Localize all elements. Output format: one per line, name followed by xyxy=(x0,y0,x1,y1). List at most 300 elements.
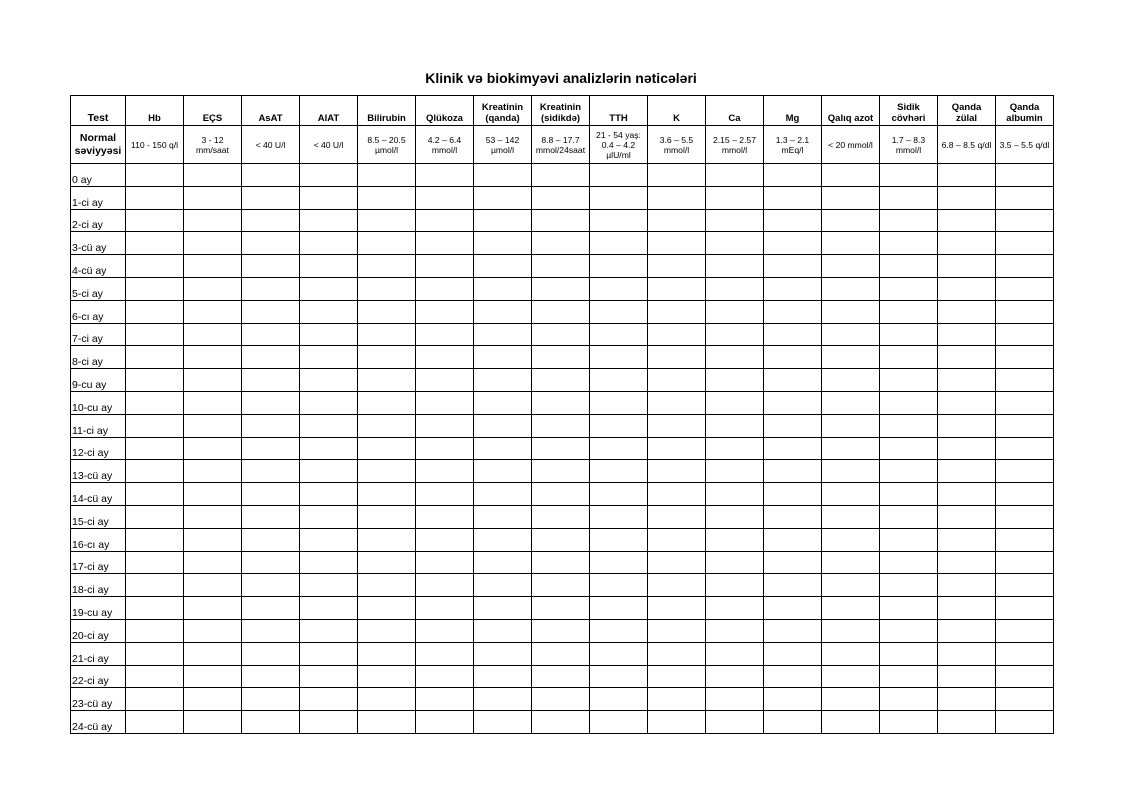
result-cell[interactable] xyxy=(938,414,996,437)
result-cell[interactable] xyxy=(242,711,300,734)
result-cell[interactable] xyxy=(184,574,242,597)
result-cell[interactable] xyxy=(938,665,996,688)
result-cell[interactable] xyxy=(358,414,416,437)
result-cell[interactable] xyxy=(938,300,996,323)
result-cell[interactable] xyxy=(358,597,416,620)
result-cell[interactable] xyxy=(532,164,590,187)
result-cell[interactable] xyxy=(996,164,1054,187)
result-cell[interactable] xyxy=(416,711,474,734)
result-cell[interactable] xyxy=(880,437,938,460)
result-cell[interactable] xyxy=(938,597,996,620)
result-cell[interactable] xyxy=(300,619,358,642)
result-cell[interactable] xyxy=(764,277,822,300)
result-cell[interactable] xyxy=(648,164,706,187)
result-cell[interactable] xyxy=(126,323,184,346)
result-cell[interactable] xyxy=(822,391,880,414)
result-cell[interactable] xyxy=(532,300,590,323)
result-cell[interactable] xyxy=(242,597,300,620)
result-cell[interactable] xyxy=(184,505,242,528)
result-cell[interactable] xyxy=(300,597,358,620)
result-cell[interactable] xyxy=(590,323,648,346)
result-cell[interactable] xyxy=(880,346,938,369)
result-cell[interactable] xyxy=(996,232,1054,255)
result-cell[interactable] xyxy=(126,483,184,506)
result-cell[interactable] xyxy=(358,528,416,551)
result-cell[interactable] xyxy=(996,186,1054,209)
result-cell[interactable] xyxy=(764,574,822,597)
result-cell[interactable] xyxy=(648,483,706,506)
result-cell[interactable] xyxy=(242,437,300,460)
result-cell[interactable] xyxy=(300,300,358,323)
result-cell[interactable] xyxy=(590,414,648,437)
result-cell[interactable] xyxy=(590,346,648,369)
result-cell[interactable] xyxy=(590,460,648,483)
result-cell[interactable] xyxy=(938,164,996,187)
result-cell[interactable] xyxy=(996,528,1054,551)
result-cell[interactable] xyxy=(358,619,416,642)
result-cell[interactable] xyxy=(474,300,532,323)
result-cell[interactable] xyxy=(126,369,184,392)
result-cell[interactable] xyxy=(474,619,532,642)
result-cell[interactable] xyxy=(764,619,822,642)
result-cell[interactable] xyxy=(532,688,590,711)
result-cell[interactable] xyxy=(532,574,590,597)
result-cell[interactable] xyxy=(358,505,416,528)
result-cell[interactable] xyxy=(474,597,532,620)
result-cell[interactable] xyxy=(996,369,1054,392)
result-cell[interactable] xyxy=(764,300,822,323)
result-cell[interactable] xyxy=(764,346,822,369)
result-cell[interactable] xyxy=(590,232,648,255)
result-cell[interactable] xyxy=(764,528,822,551)
result-cell[interactable] xyxy=(590,483,648,506)
result-cell[interactable] xyxy=(126,665,184,688)
result-cell[interactable] xyxy=(300,711,358,734)
result-cell[interactable] xyxy=(358,186,416,209)
result-cell[interactable] xyxy=(300,437,358,460)
result-cell[interactable] xyxy=(822,665,880,688)
result-cell[interactable] xyxy=(822,346,880,369)
result-cell[interactable] xyxy=(996,346,1054,369)
result-cell[interactable] xyxy=(938,711,996,734)
result-cell[interactable] xyxy=(996,483,1054,506)
result-cell[interactable] xyxy=(938,619,996,642)
result-cell[interactable] xyxy=(358,574,416,597)
result-cell[interactable] xyxy=(822,483,880,506)
result-cell[interactable] xyxy=(590,642,648,665)
result-cell[interactable] xyxy=(242,551,300,574)
result-cell[interactable] xyxy=(706,186,764,209)
result-cell[interactable] xyxy=(590,277,648,300)
result-cell[interactable] xyxy=(648,369,706,392)
result-cell[interactable] xyxy=(474,551,532,574)
result-cell[interactable] xyxy=(474,277,532,300)
result-cell[interactable] xyxy=(184,209,242,232)
result-cell[interactable] xyxy=(300,186,358,209)
result-cell[interactable] xyxy=(938,688,996,711)
result-cell[interactable] xyxy=(764,391,822,414)
result-cell[interactable] xyxy=(648,574,706,597)
result-cell[interactable] xyxy=(416,414,474,437)
result-cell[interactable] xyxy=(300,414,358,437)
result-cell[interactable] xyxy=(532,528,590,551)
result-cell[interactable] xyxy=(706,323,764,346)
result-cell[interactable] xyxy=(416,323,474,346)
result-cell[interactable] xyxy=(358,232,416,255)
result-cell[interactable] xyxy=(590,369,648,392)
result-cell[interactable] xyxy=(648,255,706,278)
result-cell[interactable] xyxy=(416,232,474,255)
result-cell[interactable] xyxy=(590,551,648,574)
result-cell[interactable] xyxy=(532,232,590,255)
result-cell[interactable] xyxy=(242,164,300,187)
result-cell[interactable] xyxy=(242,277,300,300)
result-cell[interactable] xyxy=(416,277,474,300)
result-cell[interactable] xyxy=(300,551,358,574)
result-cell[interactable] xyxy=(126,574,184,597)
result-cell[interactable] xyxy=(706,711,764,734)
result-cell[interactable] xyxy=(242,574,300,597)
result-cell[interactable] xyxy=(416,346,474,369)
result-cell[interactable] xyxy=(184,528,242,551)
result-cell[interactable] xyxy=(706,460,764,483)
result-cell[interactable] xyxy=(880,414,938,437)
result-cell[interactable] xyxy=(474,232,532,255)
result-cell[interactable] xyxy=(706,300,764,323)
result-cell[interactable] xyxy=(764,665,822,688)
result-cell[interactable] xyxy=(648,711,706,734)
result-cell[interactable] xyxy=(474,414,532,437)
result-cell[interactable] xyxy=(590,619,648,642)
result-cell[interactable] xyxy=(416,209,474,232)
result-cell[interactable] xyxy=(648,528,706,551)
result-cell[interactable] xyxy=(880,460,938,483)
result-cell[interactable] xyxy=(126,597,184,620)
result-cell[interactable] xyxy=(532,437,590,460)
result-cell[interactable] xyxy=(474,688,532,711)
result-cell[interactable] xyxy=(764,186,822,209)
result-cell[interactable] xyxy=(880,711,938,734)
result-cell[interactable] xyxy=(822,277,880,300)
result-cell[interactable] xyxy=(126,711,184,734)
result-cell[interactable] xyxy=(300,164,358,187)
result-cell[interactable] xyxy=(126,300,184,323)
result-cell[interactable] xyxy=(822,437,880,460)
result-cell[interactable] xyxy=(532,323,590,346)
result-cell[interactable] xyxy=(184,711,242,734)
result-cell[interactable] xyxy=(822,209,880,232)
result-cell[interactable] xyxy=(242,391,300,414)
result-cell[interactable] xyxy=(880,255,938,278)
result-cell[interactable] xyxy=(938,551,996,574)
result-cell[interactable] xyxy=(996,209,1054,232)
result-cell[interactable] xyxy=(184,642,242,665)
result-cell[interactable] xyxy=(938,186,996,209)
result-cell[interactable] xyxy=(706,619,764,642)
result-cell[interactable] xyxy=(358,711,416,734)
result-cell[interactable] xyxy=(764,164,822,187)
result-cell[interactable] xyxy=(996,323,1054,346)
result-cell[interactable] xyxy=(822,711,880,734)
result-cell[interactable] xyxy=(706,346,764,369)
result-cell[interactable] xyxy=(996,597,1054,620)
result-cell[interactable] xyxy=(358,665,416,688)
result-cell[interactable] xyxy=(242,619,300,642)
result-cell[interactable] xyxy=(938,460,996,483)
result-cell[interactable] xyxy=(706,642,764,665)
result-cell[interactable] xyxy=(590,391,648,414)
result-cell[interactable] xyxy=(996,391,1054,414)
result-cell[interactable] xyxy=(706,369,764,392)
result-cell[interactable] xyxy=(358,391,416,414)
result-cell[interactable] xyxy=(126,688,184,711)
result-cell[interactable] xyxy=(590,505,648,528)
result-cell[interactable] xyxy=(822,255,880,278)
result-cell[interactable] xyxy=(822,186,880,209)
result-cell[interactable] xyxy=(300,688,358,711)
result-cell[interactable] xyxy=(706,255,764,278)
result-cell[interactable] xyxy=(880,528,938,551)
result-cell[interactable] xyxy=(590,574,648,597)
result-cell[interactable] xyxy=(184,369,242,392)
result-cell[interactable] xyxy=(880,232,938,255)
result-cell[interactable] xyxy=(242,414,300,437)
result-cell[interactable] xyxy=(938,528,996,551)
result-cell[interactable] xyxy=(416,164,474,187)
result-cell[interactable] xyxy=(764,597,822,620)
result-cell[interactable] xyxy=(938,437,996,460)
result-cell[interactable] xyxy=(532,346,590,369)
result-cell[interactable] xyxy=(416,300,474,323)
result-cell[interactable] xyxy=(938,232,996,255)
result-cell[interactable] xyxy=(532,460,590,483)
result-cell[interactable] xyxy=(416,528,474,551)
result-cell[interactable] xyxy=(880,665,938,688)
result-cell[interactable] xyxy=(300,665,358,688)
result-cell[interactable] xyxy=(474,437,532,460)
result-cell[interactable] xyxy=(590,665,648,688)
result-cell[interactable] xyxy=(996,711,1054,734)
result-cell[interactable] xyxy=(300,255,358,278)
result-cell[interactable] xyxy=(300,574,358,597)
result-cell[interactable] xyxy=(184,619,242,642)
result-cell[interactable] xyxy=(300,642,358,665)
result-cell[interactable] xyxy=(358,642,416,665)
result-cell[interactable] xyxy=(300,391,358,414)
result-cell[interactable] xyxy=(938,277,996,300)
result-cell[interactable] xyxy=(474,711,532,734)
result-cell[interactable] xyxy=(242,369,300,392)
result-cell[interactable] xyxy=(532,483,590,506)
result-cell[interactable] xyxy=(242,688,300,711)
result-cell[interactable] xyxy=(880,688,938,711)
result-cell[interactable] xyxy=(242,505,300,528)
result-cell[interactable] xyxy=(764,232,822,255)
result-cell[interactable] xyxy=(242,460,300,483)
result-cell[interactable] xyxy=(358,209,416,232)
result-cell[interactable] xyxy=(126,505,184,528)
result-cell[interactable] xyxy=(532,711,590,734)
result-cell[interactable] xyxy=(532,186,590,209)
result-cell[interactable] xyxy=(416,391,474,414)
result-cell[interactable] xyxy=(184,665,242,688)
result-cell[interactable] xyxy=(706,688,764,711)
result-cell[interactable] xyxy=(532,277,590,300)
result-cell[interactable] xyxy=(706,277,764,300)
result-cell[interactable] xyxy=(300,505,358,528)
result-cell[interactable] xyxy=(242,232,300,255)
result-cell[interactable] xyxy=(706,209,764,232)
result-cell[interactable] xyxy=(416,255,474,278)
result-cell[interactable] xyxy=(996,437,1054,460)
result-cell[interactable] xyxy=(126,209,184,232)
result-cell[interactable] xyxy=(996,300,1054,323)
result-cell[interactable] xyxy=(532,391,590,414)
result-cell[interactable] xyxy=(532,642,590,665)
result-cell[interactable] xyxy=(126,164,184,187)
result-cell[interactable] xyxy=(358,437,416,460)
result-cell[interactable] xyxy=(822,323,880,346)
result-cell[interactable] xyxy=(242,483,300,506)
result-cell[interactable] xyxy=(300,323,358,346)
result-cell[interactable] xyxy=(416,619,474,642)
result-cell[interactable] xyxy=(648,665,706,688)
result-cell[interactable] xyxy=(358,551,416,574)
result-cell[interactable] xyxy=(474,209,532,232)
result-cell[interactable] xyxy=(532,369,590,392)
result-cell[interactable] xyxy=(126,255,184,278)
result-cell[interactable] xyxy=(184,460,242,483)
result-cell[interactable] xyxy=(648,346,706,369)
result-cell[interactable] xyxy=(880,369,938,392)
result-cell[interactable] xyxy=(822,232,880,255)
result-cell[interactable] xyxy=(532,619,590,642)
result-cell[interactable] xyxy=(706,551,764,574)
result-cell[interactable] xyxy=(996,665,1054,688)
result-cell[interactable] xyxy=(938,642,996,665)
result-cell[interactable] xyxy=(996,255,1054,278)
result-cell[interactable] xyxy=(474,346,532,369)
result-cell[interactable] xyxy=(822,300,880,323)
result-cell[interactable] xyxy=(822,619,880,642)
result-cell[interactable] xyxy=(648,642,706,665)
result-cell[interactable] xyxy=(648,551,706,574)
result-cell[interactable] xyxy=(416,186,474,209)
result-cell[interactable] xyxy=(938,574,996,597)
result-cell[interactable] xyxy=(590,186,648,209)
result-cell[interactable] xyxy=(590,209,648,232)
result-cell[interactable] xyxy=(590,255,648,278)
result-cell[interactable] xyxy=(474,665,532,688)
result-cell[interactable] xyxy=(126,391,184,414)
result-cell[interactable] xyxy=(358,346,416,369)
result-cell[interactable] xyxy=(416,574,474,597)
result-cell[interactable] xyxy=(474,255,532,278)
result-cell[interactable] xyxy=(184,300,242,323)
result-cell[interactable] xyxy=(126,551,184,574)
result-cell[interactable] xyxy=(648,391,706,414)
result-cell[interactable] xyxy=(184,597,242,620)
result-cell[interactable] xyxy=(474,164,532,187)
result-cell[interactable] xyxy=(996,574,1054,597)
result-cell[interactable] xyxy=(126,232,184,255)
result-cell[interactable] xyxy=(880,574,938,597)
result-cell[interactable] xyxy=(416,642,474,665)
result-cell[interactable] xyxy=(706,483,764,506)
result-cell[interactable] xyxy=(996,277,1054,300)
result-cell[interactable] xyxy=(126,460,184,483)
result-cell[interactable] xyxy=(706,437,764,460)
result-cell[interactable] xyxy=(358,369,416,392)
result-cell[interactable] xyxy=(706,414,764,437)
result-cell[interactable] xyxy=(416,460,474,483)
result-cell[interactable] xyxy=(474,323,532,346)
result-cell[interactable] xyxy=(184,346,242,369)
result-cell[interactable] xyxy=(416,665,474,688)
result-cell[interactable] xyxy=(880,209,938,232)
result-cell[interactable] xyxy=(474,505,532,528)
result-cell[interactable] xyxy=(706,665,764,688)
result-cell[interactable] xyxy=(126,414,184,437)
result-cell[interactable] xyxy=(358,323,416,346)
result-cell[interactable] xyxy=(126,642,184,665)
result-cell[interactable] xyxy=(126,528,184,551)
result-cell[interactable] xyxy=(648,597,706,620)
result-cell[interactable] xyxy=(590,528,648,551)
result-cell[interactable] xyxy=(996,688,1054,711)
result-cell[interactable] xyxy=(764,437,822,460)
result-cell[interactable] xyxy=(300,346,358,369)
result-cell[interactable] xyxy=(764,460,822,483)
result-cell[interactable] xyxy=(764,483,822,506)
result-cell[interactable] xyxy=(996,505,1054,528)
result-cell[interactable] xyxy=(880,186,938,209)
result-cell[interactable] xyxy=(416,551,474,574)
result-cell[interactable] xyxy=(300,277,358,300)
result-cell[interactable] xyxy=(184,437,242,460)
result-cell[interactable] xyxy=(648,505,706,528)
result-cell[interactable] xyxy=(764,551,822,574)
result-cell[interactable] xyxy=(474,642,532,665)
result-cell[interactable] xyxy=(764,369,822,392)
result-cell[interactable] xyxy=(242,209,300,232)
result-cell[interactable] xyxy=(764,688,822,711)
result-cell[interactable] xyxy=(358,277,416,300)
result-cell[interactable] xyxy=(532,255,590,278)
result-cell[interactable] xyxy=(880,642,938,665)
result-cell[interactable] xyxy=(358,460,416,483)
result-cell[interactable] xyxy=(474,483,532,506)
result-cell[interactable] xyxy=(474,528,532,551)
result-cell[interactable] xyxy=(822,460,880,483)
result-cell[interactable] xyxy=(706,232,764,255)
result-cell[interactable] xyxy=(242,186,300,209)
result-cell[interactable] xyxy=(532,414,590,437)
result-cell[interactable] xyxy=(358,255,416,278)
result-cell[interactable] xyxy=(184,483,242,506)
result-cell[interactable] xyxy=(706,597,764,620)
result-cell[interactable] xyxy=(648,414,706,437)
result-cell[interactable] xyxy=(532,551,590,574)
result-cell[interactable] xyxy=(880,619,938,642)
result-cell[interactable] xyxy=(938,391,996,414)
result-cell[interactable] xyxy=(706,528,764,551)
result-cell[interactable] xyxy=(242,642,300,665)
result-cell[interactable] xyxy=(416,483,474,506)
result-cell[interactable] xyxy=(822,414,880,437)
result-cell[interactable] xyxy=(648,209,706,232)
result-cell[interactable] xyxy=(358,483,416,506)
